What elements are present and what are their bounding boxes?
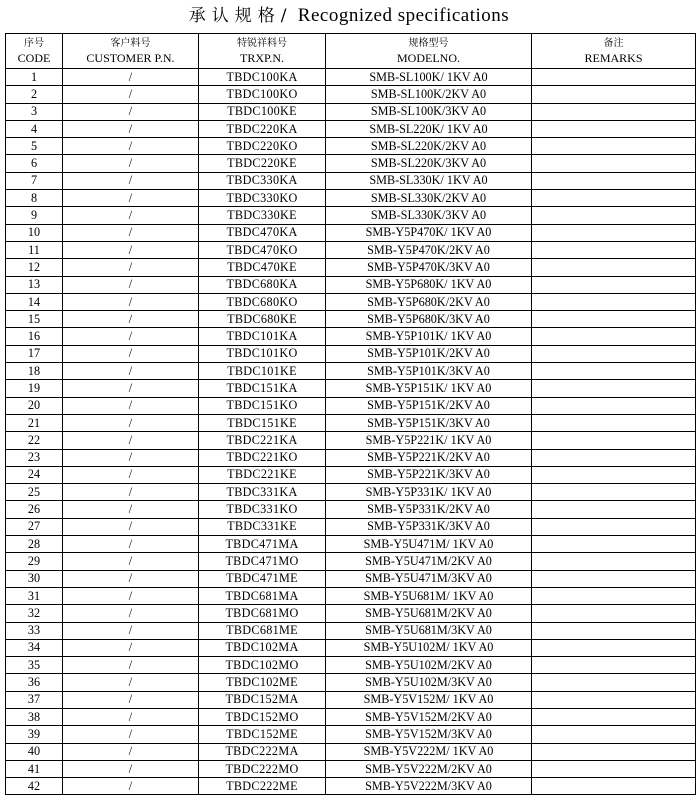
cell-model-no: SMB-Y5U102M/2KV A0 bbox=[326, 657, 532, 674]
cell-customer-pn: / bbox=[63, 103, 199, 120]
table-row bbox=[6, 103, 696, 120]
cell-trx-pn: TBDC470KO bbox=[199, 241, 326, 258]
cell-code: 36 bbox=[6, 674, 63, 691]
cell-code: 27 bbox=[6, 518, 63, 535]
cell-customer-pn: / bbox=[63, 726, 199, 743]
table-row bbox=[6, 743, 696, 760]
header-customer-pn-en: CUSTOMER P.N. bbox=[86, 51, 175, 65]
cell-remarks bbox=[532, 449, 696, 466]
cell-code: 42 bbox=[6, 778, 63, 795]
table-row bbox=[6, 69, 696, 86]
cell-remarks bbox=[532, 328, 696, 345]
cell-customer-pn: / bbox=[63, 224, 199, 241]
table-row bbox=[6, 414, 696, 431]
spec-table-body bbox=[6, 69, 696, 795]
table-row bbox=[6, 432, 696, 449]
cell-model-no: SMB-Y5P470K/ 1KV A0 bbox=[326, 224, 532, 241]
cell-customer-pn: / bbox=[63, 691, 199, 708]
cell-model-no: SMB-Y5P331K/ 1KV A0 bbox=[326, 484, 532, 501]
header-row bbox=[6, 34, 696, 69]
cell-customer-pn: / bbox=[63, 328, 199, 345]
cell-trx-pn: TBDC680KE bbox=[199, 311, 326, 328]
cell-code: 39 bbox=[6, 726, 63, 743]
cell-remarks bbox=[532, 190, 696, 207]
header-model-no-cn: 规格型号 bbox=[408, 38, 449, 49]
cell-customer-pn: / bbox=[63, 363, 199, 380]
cell-trx-pn: TBDC101KA bbox=[199, 328, 326, 345]
cell-code: 22 bbox=[6, 432, 63, 449]
cell-code: 6 bbox=[6, 155, 63, 172]
cell-customer-pn: / bbox=[63, 345, 199, 362]
cell-model-no: SMB-SL330K/ 1KV A0 bbox=[326, 172, 532, 189]
cell-code: 10 bbox=[6, 224, 63, 241]
cell-trx-pn: TBDC681ME bbox=[199, 622, 326, 639]
table-row bbox=[6, 380, 696, 397]
cell-trx-pn: TBDC330KO bbox=[199, 190, 326, 207]
cell-remarks bbox=[532, 743, 696, 760]
cell-customer-pn: / bbox=[63, 657, 199, 674]
cell-trx-pn: TBDC220KO bbox=[199, 138, 326, 155]
cell-remarks bbox=[532, 639, 696, 656]
cell-customer-pn: / bbox=[63, 587, 199, 604]
cell-remarks bbox=[532, 259, 696, 276]
cell-model-no: SMB-Y5U681M/2KV A0 bbox=[326, 605, 532, 622]
cell-customer-pn: / bbox=[63, 674, 199, 691]
cell-remarks bbox=[532, 241, 696, 258]
cell-code: 16 bbox=[6, 328, 63, 345]
cell-remarks bbox=[532, 103, 696, 120]
cell-remarks bbox=[532, 708, 696, 725]
table-row bbox=[6, 639, 696, 656]
cell-customer-pn: / bbox=[63, 553, 199, 570]
table-row bbox=[6, 328, 696, 345]
cell-customer-pn: / bbox=[63, 778, 199, 795]
cell-remarks bbox=[532, 138, 696, 155]
cell-customer-pn: / bbox=[63, 743, 199, 760]
cell-trx-pn: TBDC100KE bbox=[199, 103, 326, 120]
cell-trx-pn: TBDC470KE bbox=[199, 259, 326, 276]
cell-model-no: SMB-SL100K/2KV A0 bbox=[326, 86, 532, 103]
cell-model-no: SMB-Y5P470K/3KV A0 bbox=[326, 259, 532, 276]
cell-customer-pn: / bbox=[63, 276, 199, 293]
cell-customer-pn: / bbox=[63, 639, 199, 656]
cell-model-no: SMB-SL100K/3KV A0 bbox=[326, 103, 532, 120]
cell-remarks bbox=[532, 363, 696, 380]
cell-code: 11 bbox=[6, 241, 63, 258]
cell-remarks bbox=[532, 691, 696, 708]
cell-model-no: SMB-Y5P680K/2KV A0 bbox=[326, 293, 532, 310]
table-row bbox=[6, 708, 696, 725]
cell-model-no: SMB-Y5U681M/3KV A0 bbox=[326, 622, 532, 639]
cell-trx-pn: TBDC680KA bbox=[199, 276, 326, 293]
cell-customer-pn: / bbox=[63, 466, 199, 483]
cell-customer-pn: / bbox=[63, 380, 199, 397]
cell-remarks bbox=[532, 726, 696, 743]
cell-remarks bbox=[532, 380, 696, 397]
cell-model-no: SMB-SL330K/3KV A0 bbox=[326, 207, 532, 224]
cell-model-no: SMB-Y5P151K/3KV A0 bbox=[326, 414, 532, 431]
header-trx-pn-en: TRXP.N. bbox=[239, 51, 284, 65]
table-row bbox=[6, 726, 696, 743]
cell-model-no: SMB-Y5U681M/ 1KV A0 bbox=[326, 587, 532, 604]
header-remarks-cn: 备注 bbox=[603, 38, 624, 49]
table-row bbox=[6, 190, 696, 207]
cell-customer-pn: / bbox=[63, 120, 199, 137]
cell-trx-pn: TBDC102ME bbox=[199, 674, 326, 691]
header-code-cn: 序号 bbox=[24, 38, 44, 49]
cell-customer-pn: / bbox=[63, 622, 199, 639]
cell-remarks bbox=[532, 466, 696, 483]
cell-trx-pn: TBDC221KE bbox=[199, 466, 326, 483]
cell-remarks bbox=[532, 501, 696, 518]
cell-model-no: SMB-SL220K/2KV A0 bbox=[326, 138, 532, 155]
table-row bbox=[6, 293, 696, 310]
cell-remarks bbox=[532, 518, 696, 535]
cell-trx-pn: TBDC221KA bbox=[199, 432, 326, 449]
cell-remarks bbox=[532, 86, 696, 103]
cell-customer-pn: / bbox=[63, 311, 199, 328]
cell-trx-pn: TBDC222MA bbox=[199, 743, 326, 760]
cell-trx-pn: TBDC151KA bbox=[199, 380, 326, 397]
table-row bbox=[6, 691, 696, 708]
cell-model-no: SMB-Y5P680K/ 1KV A0 bbox=[326, 276, 532, 293]
cell-trx-pn: TBDC680KO bbox=[199, 293, 326, 310]
cell-remarks bbox=[532, 120, 696, 137]
table-row bbox=[6, 501, 696, 518]
table-row bbox=[6, 345, 696, 362]
cell-model-no: SMB-SL330K/2KV A0 bbox=[326, 190, 532, 207]
cell-code: 21 bbox=[6, 414, 63, 431]
cell-customer-pn: / bbox=[63, 155, 199, 172]
cell-remarks bbox=[532, 657, 696, 674]
header-model-no bbox=[326, 34, 532, 69]
cell-remarks bbox=[532, 760, 696, 777]
cell-model-no: SMB-Y5U471M/2KV A0 bbox=[326, 553, 532, 570]
cell-customer-pn: / bbox=[63, 449, 199, 466]
table-row bbox=[6, 484, 696, 501]
cell-trx-pn: TBDC152ME bbox=[199, 726, 326, 743]
header-remarks bbox=[532, 34, 696, 69]
cell-trx-pn: TBDC100KA bbox=[199, 69, 326, 86]
cell-trx-pn: TBDC471MA bbox=[199, 536, 326, 553]
cell-trx-pn: TBDC100KO bbox=[199, 86, 326, 103]
table-row bbox=[6, 674, 696, 691]
cell-model-no: SMB-Y5P101K/2KV A0 bbox=[326, 345, 532, 362]
cell-remarks bbox=[532, 432, 696, 449]
cell-customer-pn: / bbox=[63, 172, 199, 189]
table-row bbox=[6, 536, 696, 553]
cell-remarks bbox=[532, 414, 696, 431]
cell-code: 34 bbox=[6, 639, 63, 656]
header-remarks-en: REMARKS bbox=[584, 51, 643, 65]
cell-code: 25 bbox=[6, 484, 63, 501]
cell-model-no: SMB-SL220K/ 1KV A0 bbox=[326, 120, 532, 137]
cell-remarks bbox=[532, 207, 696, 224]
cell-model-no: SMB-SL100K/ 1KV A0 bbox=[326, 69, 532, 86]
header-customer-pn bbox=[63, 34, 199, 69]
cell-remarks bbox=[532, 397, 696, 414]
cell-customer-pn: / bbox=[63, 484, 199, 501]
cell-code: 17 bbox=[6, 345, 63, 362]
cell-remarks bbox=[532, 345, 696, 362]
cell-model-no: SMB-Y5V152M/ 1KV A0 bbox=[326, 691, 532, 708]
cell-code: 23 bbox=[6, 449, 63, 466]
cell-model-no: SMB-Y5P221K/2KV A0 bbox=[326, 449, 532, 466]
table-row bbox=[6, 276, 696, 293]
table-row bbox=[6, 241, 696, 258]
cell-code: 31 bbox=[6, 587, 63, 604]
cell-code: 29 bbox=[6, 553, 63, 570]
cell-model-no: SMB-Y5U102M/3KV A0 bbox=[326, 674, 532, 691]
header-code bbox=[6, 34, 63, 69]
cell-model-no: SMB-Y5V152M/2KV A0 bbox=[326, 708, 532, 725]
cell-trx-pn: TBDC220KA bbox=[199, 120, 326, 137]
cell-trx-pn: TBDC221KO bbox=[199, 449, 326, 466]
cell-remarks bbox=[532, 155, 696, 172]
cell-customer-pn: / bbox=[63, 501, 199, 518]
cell-model-no: SMB-Y5P470K/2KV A0 bbox=[326, 241, 532, 258]
cell-customer-pn: / bbox=[63, 259, 199, 276]
cell-remarks bbox=[532, 778, 696, 795]
cell-code: 12 bbox=[6, 259, 63, 276]
cell-model-no: SMB-Y5P101K/3KV A0 bbox=[326, 363, 532, 380]
cell-model-no: SMB-Y5V152M/3KV A0 bbox=[326, 726, 532, 743]
table-row bbox=[6, 86, 696, 103]
cell-code: 9 bbox=[6, 207, 63, 224]
cell-trx-pn: TBDC222ME bbox=[199, 778, 326, 795]
cell-model-no: SMB-Y5P221K/ 1KV A0 bbox=[326, 432, 532, 449]
cell-remarks bbox=[532, 674, 696, 691]
cell-model-no: SMB-Y5P331K/3KV A0 bbox=[326, 518, 532, 535]
cell-customer-pn: / bbox=[63, 518, 199, 535]
cell-code: 33 bbox=[6, 622, 63, 639]
cell-remarks bbox=[532, 484, 696, 501]
cell-customer-pn: / bbox=[63, 432, 199, 449]
cell-code: 7 bbox=[6, 172, 63, 189]
cell-trx-pn: TBDC331KE bbox=[199, 518, 326, 535]
table-row bbox=[6, 138, 696, 155]
cell-customer-pn: / bbox=[63, 241, 199, 258]
cell-trx-pn: TBDC471ME bbox=[199, 570, 326, 587]
page-title-cn: 承认规格/ bbox=[188, 6, 293, 26]
cell-trx-pn: TBDC681MO bbox=[199, 605, 326, 622]
table-row bbox=[6, 311, 696, 328]
cell-trx-pn: TBDC102MA bbox=[199, 639, 326, 656]
cell-model-no: SMB-Y5P221K/3KV A0 bbox=[326, 466, 532, 483]
table-row bbox=[6, 605, 696, 622]
cell-trx-pn: TBDC151KO bbox=[199, 397, 326, 414]
cell-customer-pn: / bbox=[63, 207, 199, 224]
table-row bbox=[6, 553, 696, 570]
page-title bbox=[0, 2, 698, 30]
cell-trx-pn: TBDC471MO bbox=[199, 553, 326, 570]
cell-code: 8 bbox=[6, 190, 63, 207]
cell-code: 24 bbox=[6, 466, 63, 483]
cell-model-no: SMB-Y5P680K/3KV A0 bbox=[326, 311, 532, 328]
cell-trx-pn: TBDC151KE bbox=[199, 414, 326, 431]
cell-code: 26 bbox=[6, 501, 63, 518]
header-trx-pn-cn: 特锐祥料号 bbox=[237, 38, 287, 49]
cell-remarks bbox=[532, 536, 696, 553]
cell-model-no: SMB-Y5P101K/ 1KV A0 bbox=[326, 328, 532, 345]
cell-model-no: SMB-Y5U471M/3KV A0 bbox=[326, 570, 532, 587]
cell-customer-pn: / bbox=[63, 760, 199, 777]
cell-model-no: SMB-SL220K/3KV A0 bbox=[326, 155, 532, 172]
cell-model-no: SMB-Y5U102M/ 1KV A0 bbox=[326, 639, 532, 656]
cell-model-no: SMB-Y5V222M/2KV A0 bbox=[326, 760, 532, 777]
cell-customer-pn: / bbox=[63, 138, 199, 155]
cell-code: 30 bbox=[6, 570, 63, 587]
cell-code: 13 bbox=[6, 276, 63, 293]
cell-model-no: SMB-Y5U471M/ 1KV A0 bbox=[326, 536, 532, 553]
cell-code: 4 bbox=[6, 120, 63, 137]
cell-trx-pn: TBDC470KA bbox=[199, 224, 326, 241]
cell-trx-pn: TBDC152MA bbox=[199, 691, 326, 708]
cell-remarks bbox=[532, 311, 696, 328]
cell-code: 15 bbox=[6, 311, 63, 328]
table-row bbox=[6, 172, 696, 189]
header-trx-pn bbox=[199, 34, 326, 69]
table-row bbox=[6, 449, 696, 466]
cell-code: 32 bbox=[6, 605, 63, 622]
cell-remarks bbox=[532, 69, 696, 86]
cell-code: 38 bbox=[6, 708, 63, 725]
cell-trx-pn: TBDC331KO bbox=[199, 501, 326, 518]
cell-trx-pn: TBDC220KE bbox=[199, 155, 326, 172]
cell-customer-pn: / bbox=[63, 570, 199, 587]
cell-customer-pn: / bbox=[63, 293, 199, 310]
spec-table-header bbox=[6, 34, 696, 69]
table-row bbox=[6, 570, 696, 587]
cell-model-no: SMB-Y5V222M/ 1KV A0 bbox=[326, 743, 532, 760]
cell-model-no: SMB-Y5P331K/2KV A0 bbox=[326, 501, 532, 518]
page-title-en: Recognized specifications bbox=[297, 5, 510, 26]
cell-code: 40 bbox=[6, 743, 63, 760]
table-row bbox=[6, 207, 696, 224]
table-row bbox=[6, 155, 696, 172]
table-row bbox=[6, 397, 696, 414]
cell-code: 3 bbox=[6, 103, 63, 120]
cell-code: 41 bbox=[6, 760, 63, 777]
cell-remarks bbox=[532, 553, 696, 570]
table-row bbox=[6, 778, 696, 795]
cell-code: 20 bbox=[6, 397, 63, 414]
cell-remarks bbox=[532, 172, 696, 189]
cell-trx-pn: TBDC152MO bbox=[199, 708, 326, 725]
cell-trx-pn: TBDC222MO bbox=[199, 760, 326, 777]
table-row bbox=[6, 518, 696, 535]
cell-customer-pn: / bbox=[63, 708, 199, 725]
cell-trx-pn: TBDC331KA bbox=[199, 484, 326, 501]
cell-trx-pn: TBDC101KO bbox=[199, 345, 326, 362]
cell-model-no: SMB-Y5V222M/3KV A0 bbox=[326, 778, 532, 795]
header-model-no-en: MODELNO. bbox=[397, 51, 460, 65]
table-row bbox=[6, 363, 696, 380]
table-row bbox=[6, 259, 696, 276]
cell-remarks bbox=[532, 605, 696, 622]
table-row bbox=[6, 224, 696, 241]
cell-customer-pn: / bbox=[63, 536, 199, 553]
cell-trx-pn: TBDC330KE bbox=[199, 207, 326, 224]
table-row bbox=[6, 120, 696, 137]
table-row bbox=[6, 466, 696, 483]
cell-code: 14 bbox=[6, 293, 63, 310]
cell-trx-pn: TBDC102MO bbox=[199, 657, 326, 674]
cell-customer-pn: / bbox=[63, 190, 199, 207]
cell-trx-pn: TBDC330KA bbox=[199, 172, 326, 189]
cell-remarks bbox=[532, 570, 696, 587]
cell-remarks bbox=[532, 293, 696, 310]
cell-remarks bbox=[532, 224, 696, 241]
cell-code: 1 bbox=[6, 69, 63, 86]
table-row bbox=[6, 587, 696, 604]
cell-customer-pn: / bbox=[63, 605, 199, 622]
cell-code: 18 bbox=[6, 363, 63, 380]
table-row bbox=[6, 657, 696, 674]
cell-code: 2 bbox=[6, 86, 63, 103]
header-code-en: CODE bbox=[17, 51, 51, 65]
spec-table bbox=[5, 33, 696, 795]
cell-code: 19 bbox=[6, 380, 63, 397]
cell-model-no: SMB-Y5P151K/ 1KV A0 bbox=[326, 380, 532, 397]
header-customer-pn-cn: 客户料号 bbox=[110, 38, 151, 49]
cell-remarks bbox=[532, 276, 696, 293]
cell-customer-pn: / bbox=[63, 397, 199, 414]
cell-remarks bbox=[532, 622, 696, 639]
cell-customer-pn: / bbox=[63, 69, 199, 86]
cell-code: 5 bbox=[6, 138, 63, 155]
cell-customer-pn: / bbox=[63, 414, 199, 431]
cell-code: 28 bbox=[6, 536, 63, 553]
cell-code: 35 bbox=[6, 657, 63, 674]
cell-customer-pn: / bbox=[63, 86, 199, 103]
cell-code: 37 bbox=[6, 691, 63, 708]
cell-trx-pn: TBDC681MA bbox=[199, 587, 326, 604]
cell-model-no: SMB-Y5P151K/2KV A0 bbox=[326, 397, 532, 414]
cell-trx-pn: TBDC101KE bbox=[199, 363, 326, 380]
cell-remarks bbox=[532, 587, 696, 604]
table-row bbox=[6, 760, 696, 777]
table-row bbox=[6, 622, 696, 639]
